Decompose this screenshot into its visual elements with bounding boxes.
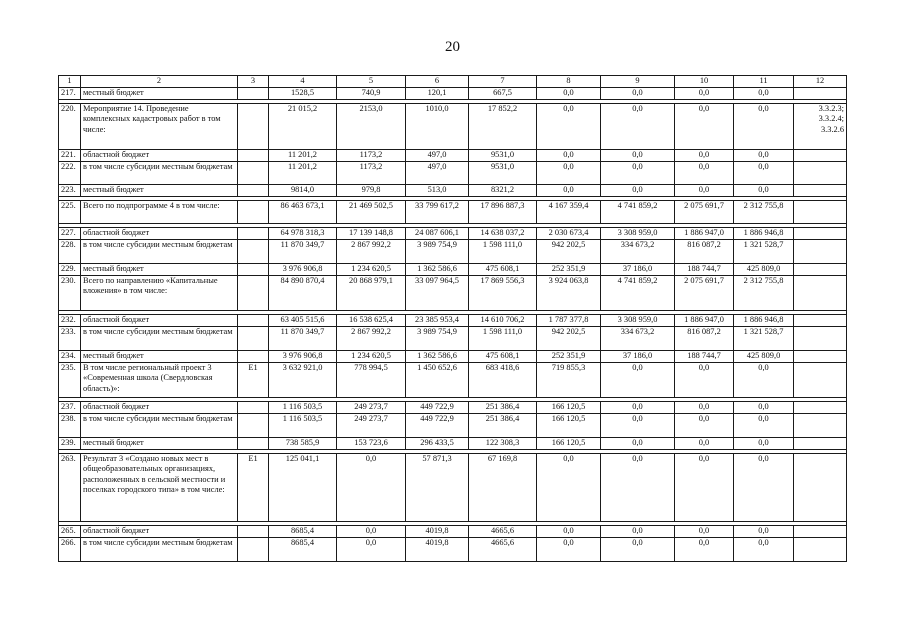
value-cell: 1 234 620,5 [337,264,406,276]
value-cell: 21 015,2 [269,104,337,150]
reference-cell [794,150,847,162]
value-cell: 2 312 755,8 [734,276,794,311]
value-cell: 0,0 [601,150,675,162]
value-cell: 497,0 [406,150,469,162]
table-row [59,363,847,398]
value-cell: 24 087 606,1 [406,228,469,240]
value-cell: 4 167 359,4 [537,201,601,224]
value-cell: 497,0 [406,162,469,185]
row-label: областной бюджет [81,228,238,240]
value-cell: 8321,2 [469,185,537,197]
value-cell: 0,0 [601,162,675,185]
row-label: В том числе региональный проект 3 «Современная школа (Свердловская область)»: [81,363,238,398]
value-cell: 2153,0 [337,104,406,150]
value-cell: 9531,0 [469,162,537,185]
code-cell [238,351,269,363]
row-number: 230. [59,276,81,311]
code-cell [238,201,269,224]
row-number: 222. [59,162,81,185]
row-number: 227. [59,228,81,240]
reference-cell [794,454,847,522]
header-row [59,76,847,88]
row-label: Всего по направлению «Капитальные вложения» в том числе: [81,276,238,311]
value-cell: 1173,2 [337,150,406,162]
value-cell: 11 870 349,7 [269,240,337,264]
value-cell: 0,0 [734,538,794,562]
table-row [59,351,847,363]
row-number: 266. [59,538,81,562]
value-cell: 84 890 870,4 [269,276,337,311]
row-number: 233. [59,327,81,351]
value-cell: 9531,0 [469,150,537,162]
code-cell [238,240,269,264]
value-cell: 0,0 [337,454,406,522]
value-cell: 0,0 [675,414,734,438]
row-label: в том числе субсидии местным бюджетам [81,414,238,438]
value-cell: 11 201,2 [269,150,337,162]
code-cell [238,438,269,450]
value-cell: 449 722,9 [406,414,469,438]
value-cell: 1 362 586,6 [406,351,469,363]
value-cell: 120,1 [406,88,469,100]
table-row [59,402,847,414]
row-label: местный бюджет [81,351,238,363]
value-cell: 17 869 556,3 [469,276,537,311]
row-number: 239. [59,438,81,450]
row-number: 220. [59,104,81,150]
reference-cell [794,363,847,398]
row-number: 234. [59,351,81,363]
value-cell: 0,0 [734,414,794,438]
column-header: 3 [238,76,269,88]
code-cell [238,276,269,311]
reference-cell [794,315,847,327]
row-number: 237. [59,402,81,414]
value-cell: 249 273,7 [337,414,406,438]
value-cell: 4665,6 [469,538,537,562]
table-row [59,150,847,162]
value-cell: 0,0 [675,438,734,450]
reference-cell [794,88,847,100]
reference-cell: 3.3.2.3; 3.3.2.4; 3.3.2.6 [794,104,847,150]
value-cell: 14 638 037,2 [469,228,537,240]
row-number: 217. [59,88,81,100]
reference-cell [794,414,847,438]
row-label: в том числе субсидии местным бюджетам [81,327,238,351]
value-cell: 425 809,0 [734,264,794,276]
reference-cell [794,526,847,538]
value-cell: 1 116 503,5 [269,402,337,414]
column-header: 9 [601,76,675,88]
code-cell [238,162,269,185]
value-cell: 1173,2 [337,162,406,185]
code-cell [238,538,269,562]
value-cell: 16 538 625,4 [337,315,406,327]
value-cell: 2 867 992,2 [337,240,406,264]
row-number: 229. [59,264,81,276]
value-cell: 0,0 [537,104,601,150]
value-cell: 4 741 859,2 [601,201,675,224]
value-cell: 4 741 859,2 [601,276,675,311]
value-cell: 0,0 [675,402,734,414]
row-label: областной бюджет [81,526,238,538]
value-cell: 33 799 617,2 [406,201,469,224]
value-cell: 86 463 673,1 [269,201,337,224]
value-cell: 816 087,2 [675,327,734,351]
column-header: 4 [269,76,337,88]
column-header: 12 [794,76,847,88]
value-cell: 425 809,0 [734,351,794,363]
value-cell: 0,0 [601,414,675,438]
reference-cell [794,201,847,224]
value-cell: 2 075 691,7 [675,276,734,311]
value-cell: 0,0 [734,104,794,150]
reference-cell [794,162,847,185]
reference-cell [794,276,847,311]
value-cell: 1 787 377,8 [537,315,601,327]
table-row [59,104,847,150]
row-label: местный бюджет [81,185,238,197]
row-number: 221. [59,150,81,162]
column-header: 6 [406,76,469,88]
page-number: 20 [445,39,460,55]
value-cell: 4019,8 [406,526,469,538]
value-cell: 1 886 947,0 [675,228,734,240]
value-cell: 738 585,9 [269,438,337,450]
value-cell: 1 234 620,5 [337,351,406,363]
value-cell: 0,0 [537,162,601,185]
reference-cell [794,185,847,197]
row-number: 235. [59,363,81,398]
value-cell: 0,0 [734,88,794,100]
value-cell: 667,5 [469,88,537,100]
code-cell [238,150,269,162]
row-label: областной бюджет [81,150,238,162]
value-cell: 0,0 [675,150,734,162]
value-cell: 0,0 [601,185,675,197]
row-label: в том числе субсидии местным бюджетам [81,538,238,562]
value-cell: 37 186,0 [601,351,675,363]
value-cell: 1 886 946,8 [734,315,794,327]
table-row [59,240,847,264]
row-number: 265. [59,526,81,538]
value-cell: 122 308,3 [469,438,537,450]
reference-cell [794,351,847,363]
value-cell: 0,0 [734,438,794,450]
value-cell: 251 386,4 [469,402,537,414]
value-cell: 0,0 [675,454,734,522]
value-cell: 2 075 691,7 [675,201,734,224]
value-cell: 17 139 148,8 [337,228,406,240]
value-cell: 0,0 [537,454,601,522]
value-cell: 0,0 [675,538,734,562]
code-cell [238,414,269,438]
code-cell [238,88,269,100]
row-number: 228. [59,240,81,264]
value-cell: 17 852,2 [469,104,537,150]
value-cell: 63 405 515,6 [269,315,337,327]
value-cell: 1 598 111,0 [469,240,537,264]
value-cell: 57 871,3 [406,454,469,522]
value-cell: 153 723,6 [337,438,406,450]
value-cell: 2 030 673,4 [537,228,601,240]
value-cell: 8685,4 [269,526,337,538]
value-cell: 0,0 [601,402,675,414]
value-cell: 1 116 503,5 [269,414,337,438]
value-cell: 1 450 652,6 [406,363,469,398]
value-cell: 0,0 [601,538,675,562]
value-cell: 3 308 959,0 [601,228,675,240]
value-cell: 11 201,2 [269,162,337,185]
value-cell: 249 273,7 [337,402,406,414]
value-cell: 3 632 921,0 [269,363,337,398]
value-cell: 0,0 [601,438,675,450]
column-header: 8 [537,76,601,88]
value-cell: 3 976 906,8 [269,351,337,363]
value-cell: 21 469 502,5 [337,201,406,224]
value-cell: 1010,0 [406,104,469,150]
row-label: областной бюджет [81,315,238,327]
value-cell: 0,0 [601,363,675,398]
row-number: 232. [59,315,81,327]
reference-cell [794,228,847,240]
value-cell: 0,0 [601,454,675,522]
row-label: в том числе субсидии местным бюджетам [81,240,238,264]
column-header: 10 [675,76,734,88]
code-cell [238,526,269,538]
value-cell: 0,0 [675,162,734,185]
value-cell: 2 312 755,8 [734,201,794,224]
code-cell [238,327,269,351]
value-cell: 296 433,5 [406,438,469,450]
value-cell: 33 097 964,5 [406,276,469,311]
table-row [59,315,847,327]
value-cell: 125 041,1 [269,454,337,522]
row-number: 223. [59,185,81,197]
value-cell: 2 867 992,2 [337,327,406,351]
value-cell: 8685,4 [269,538,337,562]
value-cell: 1528,5 [269,88,337,100]
code-cell: E1 [238,454,269,522]
value-cell: 1 321 528,7 [734,240,794,264]
value-cell: 778 994,5 [337,363,406,398]
table-row [59,264,847,276]
value-cell: 0,0 [675,104,734,150]
value-cell: 0,0 [734,162,794,185]
reference-cell [794,438,847,450]
table-row [59,538,847,562]
row-label: Результат 3 «Создано новых мест в общеобразовательных организациях, расположенных в сельской местности и поселках городского типа» в том числе: [81,454,238,522]
table-row [59,228,847,240]
value-cell: 513,0 [406,185,469,197]
value-cell: 0,0 [537,150,601,162]
value-cell: 942 202,5 [537,240,601,264]
row-label: Мероприятие 14. Проведение комплексных кадастровых работ в том числе: [81,104,238,150]
value-cell: 449 722,9 [406,402,469,414]
value-cell: 0,0 [734,526,794,538]
column-header: 11 [734,76,794,88]
value-cell: 20 868 979,1 [337,276,406,311]
value-cell: 0,0 [601,88,675,100]
value-cell: 0,0 [537,526,601,538]
value-cell: 3 989 754,9 [406,327,469,351]
row-number: 263. [59,454,81,522]
value-cell: 0,0 [675,363,734,398]
value-cell: 475 608,1 [469,351,537,363]
row-label: местный бюджет [81,88,238,100]
table-row [59,201,847,224]
value-cell: 0,0 [675,526,734,538]
code-cell: E1 [238,363,269,398]
value-cell: 1 321 528,7 [734,327,794,351]
value-cell: 0,0 [537,538,601,562]
column-header: 5 [337,76,406,88]
row-number: 225. [59,201,81,224]
value-cell: 0,0 [734,402,794,414]
value-cell: 0,0 [675,88,734,100]
value-cell: 252 351,9 [537,264,601,276]
value-cell: 252 351,9 [537,351,601,363]
value-cell: 23 385 953,4 [406,315,469,327]
value-cell: 166 120,5 [537,414,601,438]
row-label: в том числе субсидии местным бюджетам [81,162,238,185]
value-cell: 475 608,1 [469,264,537,276]
value-cell: 0,0 [734,150,794,162]
row-label: Всего по подпрограмме 4 в том числе: [81,201,238,224]
value-cell: 683 418,6 [469,363,537,398]
budget-table [58,75,847,562]
value-cell: 3 976 906,8 [269,264,337,276]
reference-cell [794,327,847,351]
row-label: областной бюджет [81,402,238,414]
row-label: местный бюджет [81,264,238,276]
table-row [59,454,847,522]
value-cell: 166 120,5 [537,438,601,450]
value-cell: 1 598 111,0 [469,327,537,351]
table-row [59,526,847,538]
value-cell: 14 610 706,2 [469,315,537,327]
value-cell: 3 308 959,0 [601,315,675,327]
value-cell: 251 386,4 [469,414,537,438]
table-row [59,276,847,311]
value-cell: 334 673,2 [601,240,675,264]
reference-cell [794,538,847,562]
value-cell: 37 186,0 [601,264,675,276]
value-cell: 0,0 [537,185,601,197]
value-cell: 0,0 [601,526,675,538]
value-cell: 1 886 946,8 [734,228,794,240]
table-row [59,327,847,351]
value-cell: 0,0 [337,526,406,538]
code-cell [238,185,269,197]
table-row [59,185,847,197]
row-label: местный бюджет [81,438,238,450]
value-cell: 64 978 318,3 [269,228,337,240]
value-cell: 0,0 [537,88,601,100]
value-cell: 9814,0 [269,185,337,197]
value-cell: 166 120,5 [537,402,601,414]
value-cell: 3 989 754,9 [406,240,469,264]
value-cell: 0,0 [734,454,794,522]
table-row [59,162,847,185]
column-header: 1 [59,76,81,88]
value-cell: 1 886 947,0 [675,315,734,327]
value-cell: 719 855,3 [537,363,601,398]
code-cell [238,264,269,276]
row-number: 238. [59,414,81,438]
value-cell: 4665,6 [469,526,537,538]
value-cell: 11 870 349,7 [269,327,337,351]
code-cell [238,402,269,414]
value-cell: 0,0 [337,538,406,562]
value-cell: 816 087,2 [675,240,734,264]
value-cell: 3 924 063,8 [537,276,601,311]
value-cell: 0,0 [675,185,734,197]
value-cell: 942 202,5 [537,327,601,351]
column-header: 2 [81,76,238,88]
value-cell: 979,8 [337,185,406,197]
reference-cell [794,240,847,264]
value-cell: 0,0 [734,363,794,398]
table-row [59,414,847,438]
value-cell: 17 896 887,3 [469,201,537,224]
value-cell: 4019,8 [406,538,469,562]
code-cell [238,104,269,150]
value-cell: 740,9 [337,88,406,100]
column-header: 7 [469,76,537,88]
table-row [59,438,847,450]
value-cell: 1 362 586,6 [406,264,469,276]
value-cell: 188 744,7 [675,351,734,363]
value-cell: 67 169,8 [469,454,537,522]
code-cell [238,315,269,327]
reference-cell [794,264,847,276]
value-cell: 334 673,2 [601,327,675,351]
value-cell: 188 744,7 [675,264,734,276]
value-cell: 0,0 [734,185,794,197]
reference-cell [794,402,847,414]
value-cell: 0,0 [601,104,675,150]
table-row [59,88,847,100]
code-cell [238,228,269,240]
